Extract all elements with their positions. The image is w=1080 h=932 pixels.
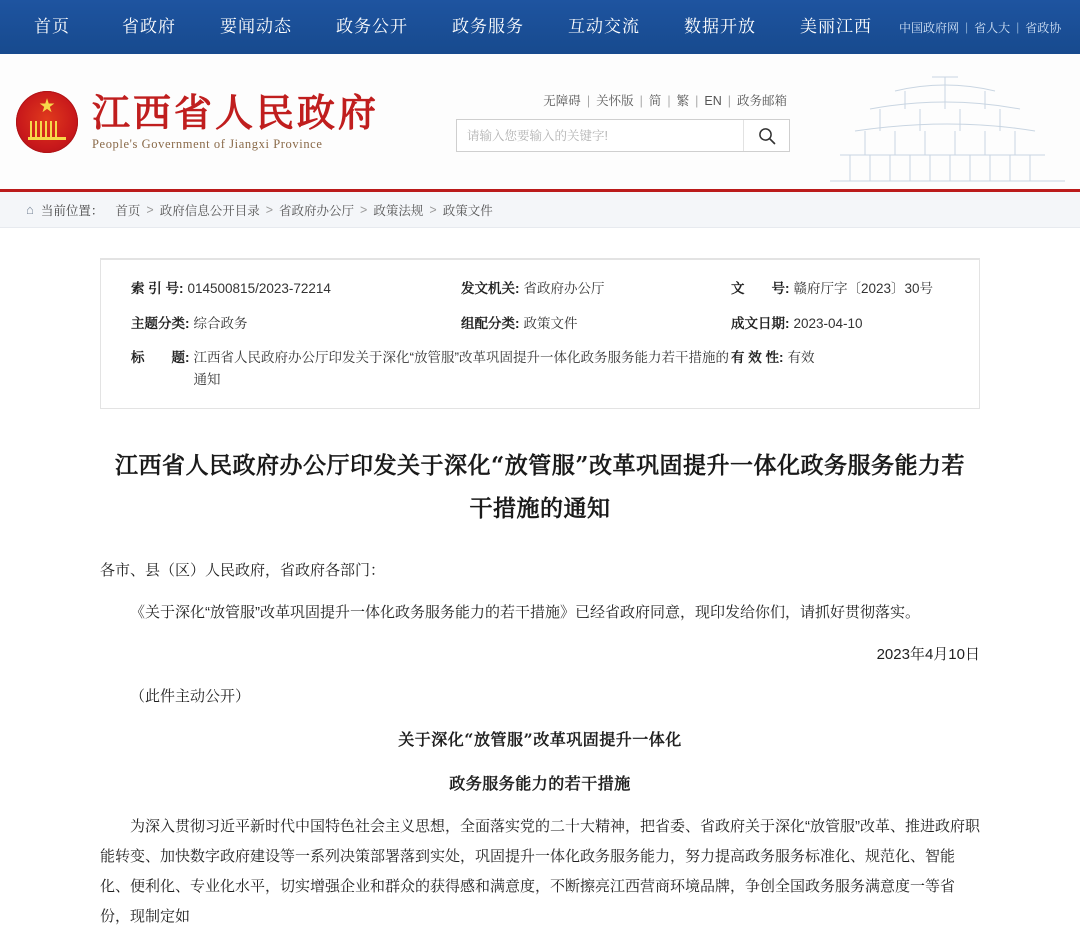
metadata-key: 标 题: (131, 350, 190, 366)
link-provincial-peoples-congress[interactable]: 省人大 (974, 20, 1011, 35)
breadcrumb-item-policy-documents[interactable]: 政策文件 (442, 203, 493, 218)
metadata-topic-category (131, 313, 461, 335)
metadata-value: 2023-04-10 (793, 315, 863, 331)
nav-item-home[interactable]: 首页 (34, 17, 70, 36)
header-utilities (456, 91, 790, 152)
util-separator-1: | (586, 94, 591, 108)
nav-item-government-services[interactable]: 政务服务 (452, 17, 524, 36)
metadata-key: 主题分类: (131, 315, 190, 331)
breadcrumb (0, 192, 1080, 228)
metadata-row (131, 313, 949, 335)
metadata-key: 成文日期: (731, 315, 790, 331)
breadcrumb-item-home[interactable]: 首页 (115, 203, 141, 218)
metadata-key: 文 号: (731, 281, 790, 296)
metadata-value: 综合政务 (193, 315, 248, 331)
metadata-validity (731, 347, 949, 390)
nav-item-news[interactable]: 要闻动态 (220, 17, 292, 36)
util-separator-2: | (639, 94, 643, 108)
metadata-value: 有效 (787, 350, 815, 366)
metadata-group-category (461, 313, 731, 335)
breadcrumb-arrow-1: > (146, 202, 154, 217)
link-china-gov[interactable]: 中国政府网 (899, 20, 960, 35)
metadata-key: 发文机关: (461, 281, 520, 296)
search-icon (757, 126, 777, 146)
link-simplified[interactable]: 简 (648, 94, 662, 108)
link-separator-2: | (1016, 20, 1020, 34)
document-subtitle-line-2: 政务服务能力的若干措施 (449, 774, 631, 794)
metadata-value: 省政府办公厅 (523, 281, 605, 296)
breadcrumb-label: 当前位置： (40, 203, 104, 218)
site-title: 江西省人民政府 (92, 89, 380, 135)
link-separator-1: | (965, 20, 969, 34)
utility-links (540, 91, 790, 109)
site-branding[interactable] (92, 91, 379, 153)
document-title: 江西省人民政府办公厅印发关于深化“放管服”改革巩固提升一体化政务服务能力若干措施的通知 (115, 452, 965, 522)
national-emblem-icon (16, 91, 78, 153)
metadata-document-number (731, 278, 949, 300)
metadata-value: 赣府厅字〔2023〕30号 (793, 281, 934, 296)
document-paragraph-1: 《关于深化“放管服”改革巩固提升一体化政务服务能力的若干措施》已经省政府同意，现印发给你们，请抓好贯彻落实。 (130, 604, 920, 622)
metadata-issuing-agency (461, 278, 731, 300)
metadata-row (131, 278, 949, 300)
metadata-value: 江西省人民政府办公厅印发关于深化“放管服”改革巩固提升一体化政务服务能力若干措施的通知 (193, 350, 729, 387)
link-care-version[interactable]: 关怀版 (596, 94, 634, 108)
link-cppcc[interactable]: 省政协 (1025, 20, 1062, 35)
home-icon: ⌂ (26, 202, 34, 217)
breadcrumb-arrow-3: > (360, 202, 368, 217)
nav-item-beautiful-jiangxi[interactable]: 美丽江西 (800, 17, 872, 36)
breadcrumb-item-disclosure-directory[interactable]: 政府信息公开目录 (159, 203, 260, 218)
document-disclosure-note: （此件主动公开） (130, 688, 251, 706)
main-content (0, 258, 1080, 932)
metadata-title (131, 347, 731, 390)
document-salutation: 各市、县（区）人民政府，省政府各部门： (100, 562, 386, 580)
search-input[interactable] (457, 120, 743, 151)
site-header (0, 54, 1080, 192)
metadata-key: 索 引 号: (131, 281, 184, 296)
document-date: 2023年4月10日 (876, 646, 980, 664)
top-navigation-bar (0, 0, 1080, 54)
search-box (456, 119, 790, 152)
document-metadata-box (100, 258, 980, 409)
nav-item-government-affairs-disclosure[interactable]: 政务公开 (336, 17, 408, 36)
util-separator-5: | (727, 94, 731, 108)
util-separator-4: | (695, 94, 699, 108)
document-body (100, 556, 980, 932)
link-english[interactable]: EN (704, 94, 722, 108)
metadata-value: 014500815/2023-72214 (187, 281, 331, 296)
search-button[interactable] (743, 120, 789, 151)
link-government-email[interactable]: 政务邮箱 (736, 94, 787, 108)
metadata-key: 有 效 性: (731, 350, 784, 366)
breadcrumb-arrow-2: > (265, 202, 274, 217)
metadata-issue-date (731, 313, 949, 335)
nav-item-interaction[interactable]: 互动交流 (568, 17, 640, 36)
site-subtitle: People's Government of Jiangxi Province (92, 137, 323, 152)
tengwang-pavilion-decoration (810, 69, 1080, 189)
top-nav-external-links (894, 19, 1066, 36)
metadata-value: 政策文件 (523, 315, 578, 331)
metadata-row (131, 347, 949, 390)
metadata-index-number (131, 278, 461, 300)
util-separator-3: | (667, 94, 671, 108)
site-header-inner (0, 54, 1080, 189)
nav-item-open-data[interactable]: 数据开放 (684, 17, 756, 36)
breadcrumb-arrow-4: > (429, 202, 437, 217)
link-traditional[interactable]: 繁 (676, 94, 690, 108)
metadata-key: 组配分类: (461, 315, 520, 331)
document-paragraph-2: 为深入贯彻习近平新时代中国特色社会主义思想，全面落实党的二十大精神，把省委、省政府关于深化“放管服”改革、推进政府职能转变、加快数字政府建设等一系列决策部署落到实处，巩固提升一体化政务服务能力，努力提高政务服务标准化、规范化、智能化、便利化、专业化水平，切实增强企业和群众的获得感和满意度，不断擦亮江西营商环境品牌，争创全国政务服务满意度一等省份，现制定如 (100, 818, 980, 926)
top-nav-items (10, 0, 894, 54)
breadcrumb-item-general-office[interactable]: 省政府办公厅 (279, 203, 355, 218)
nav-item-provincial-government[interactable]: 省政府 (122, 17, 176, 36)
document-subtitle-line-1: 关于深化“放管服”改革巩固提升一体化 (398, 730, 682, 750)
breadcrumb-item-policy-regulations[interactable]: 政策法规 (373, 203, 424, 218)
link-accessibility[interactable]: 无障碍 (543, 94, 581, 108)
